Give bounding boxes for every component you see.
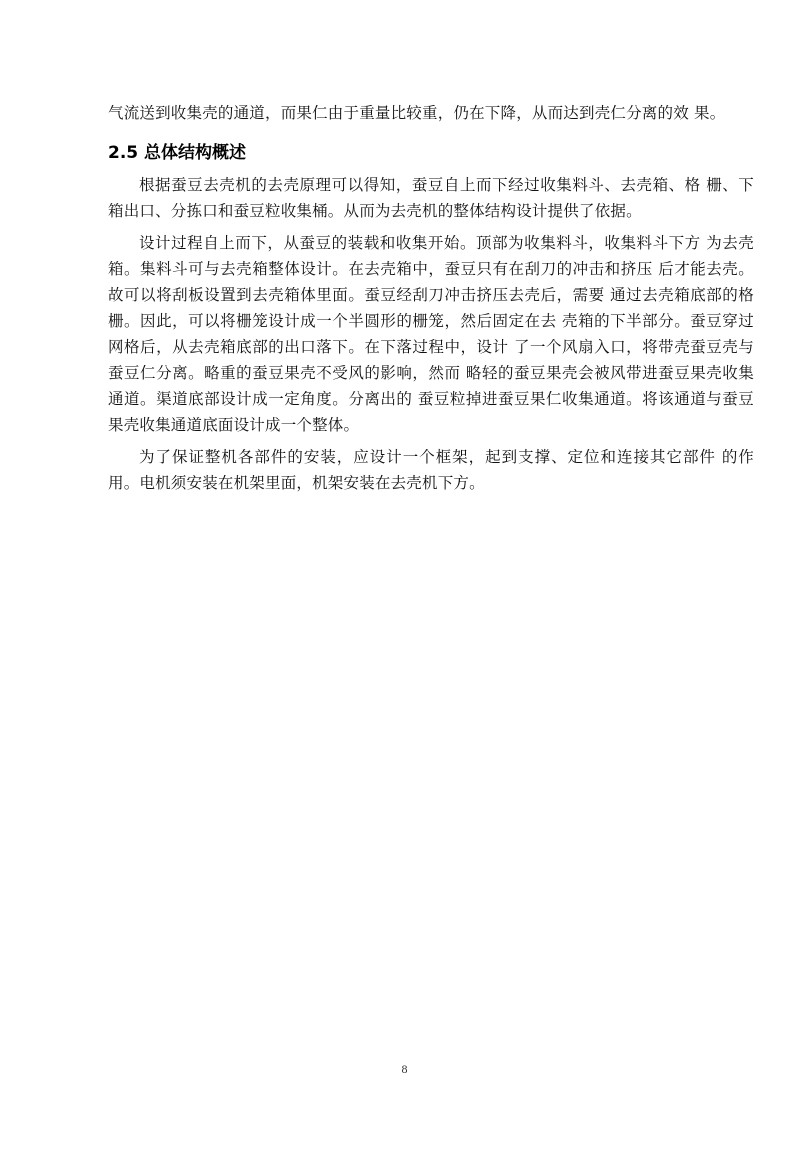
body-paragraph-1: 根据蚕豆去壳机的去壳原理可以得知，蚕豆自上而下经过收集料斗、去壳箱、格 栅、下箱出口、分拣口和蚕豆粒收集桶。从而为去壳机的整体结构设计提供了依据。 xyxy=(108,176,754,220)
continuation-paragraph: 气流送到收集壳的通道，而果仁由于重量比较重，仍在下降，从而达到壳仁分离的效 果。 xyxy=(108,104,726,122)
page-content xyxy=(108,100,754,496)
page-number: 8 xyxy=(401,1062,408,1076)
body-paragraph-3: 为了保证整机各部件的安装，应设计一个框架，起到支撑、定位和连接其它部件 的作用。电机须安装在机架里面，机架安装在去壳机下方。 xyxy=(108,448,754,492)
section-heading: 2.5 总体结构概述 xyxy=(108,143,247,163)
body-paragraph-2: 设计过程自上而下，从蚕豆的装载和收集开始。顶部为收集料斗，收集料斗下方 为去壳箱。集料斗可与去壳箱整体设计。在去壳箱中，蚕豆只有在刮刀的冲击和挤压 后才能去壳。故可以将刮板设置到去壳箱体里面。蚕豆经刮刀冲击挤压去壳后，需要 通过去壳箱底部的格栅。因此，可以将栅笼设计成一个半圆形的栅笼，然后固定在去 壳箱的下半部分。蚕豆穿过网格后，从去壳箱底部的出口落下。在下落过程中，设计 了一个风扇入口，将带壳蚕豆壳与蚕豆仁分离。略重的蚕豆果壳不受风的影响，然而 略轻的蚕豆果壳会被风带进蚕豆果壳收集通道。渠道底部设计成一定角度。分离出的 蚕豆粒掉进蚕豆果仁收集通道。将该通道与蚕豆果壳收集通道底面设计成一个整体。 xyxy=(108,234,754,434)
